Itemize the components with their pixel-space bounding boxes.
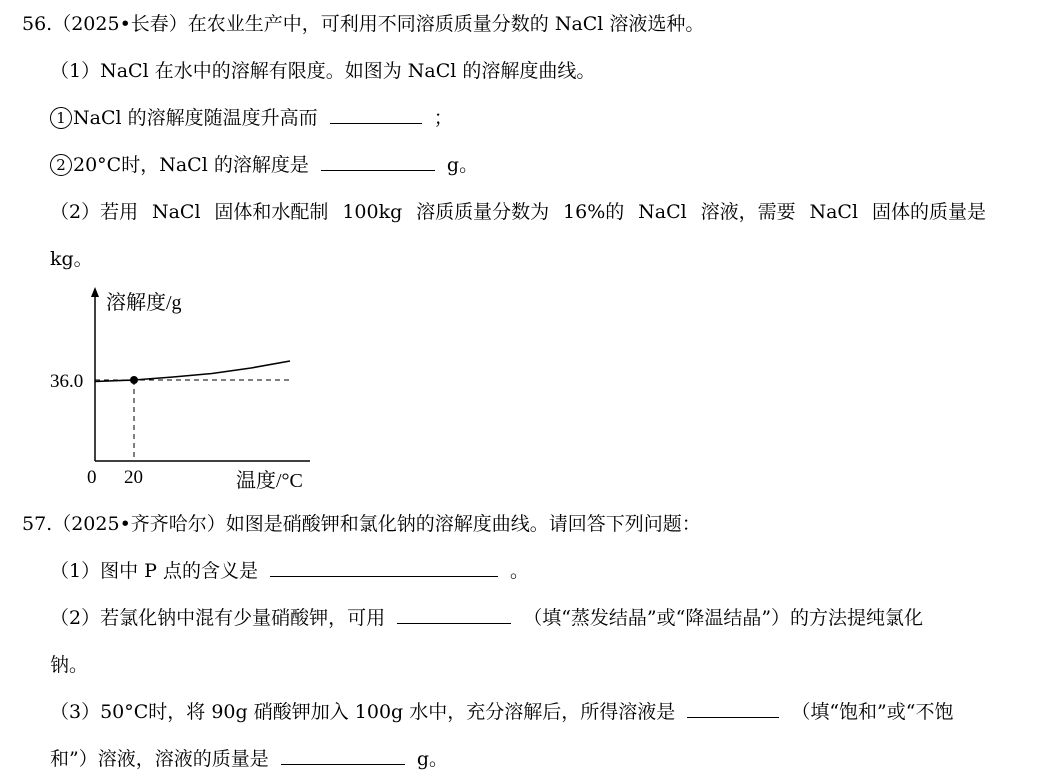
answer-blank-5[interactable] [687, 699, 779, 718]
y-axis-label: 溶解度/g [106, 292, 182, 314]
q57-p3-text-b: （填“饱和”或“不饱 [791, 701, 954, 723]
solubility-chart [40, 283, 330, 493]
q57-p1-end: 。 [510, 560, 530, 582]
q57-p1-text: （1）图中 P 点的含义是 [50, 560, 258, 582]
q56-p2-w5: 16%的 [563, 201, 625, 223]
origin-label: 0 [87, 467, 97, 488]
x-axis-label: 温度/°C [236, 470, 303, 492]
q56-p2-w6: NaCl [638, 201, 687, 223]
q56-part2 [50, 199, 986, 225]
answer-blank-4[interactable] [397, 605, 511, 624]
q57-part3 [50, 699, 953, 725]
q56-sub1-end: ； [433, 107, 453, 129]
q57-part2-cont: 钠。 [50, 654, 89, 676]
q57-part3-cont [50, 746, 448, 772]
q56-part1: （1）NaCl 在水中的溶解有限度。如图为 NaCl 的溶解度曲线。 [50, 60, 596, 82]
answer-blank-2[interactable] [321, 152, 435, 171]
x-tick-label: 20 [124, 467, 143, 488]
q57-part1 [50, 558, 529, 584]
circled-number-1: 1 [50, 107, 72, 129]
solubility-curve [95, 361, 290, 382]
y-axis-arrow [91, 287, 99, 297]
q56-p2-w1: NaCl [151, 201, 201, 223]
q56-part2-end: kg。 [50, 248, 93, 270]
q57-p2-text-b: （填“蒸发结晶”或“降温结晶”）的方法提纯氯化 [523, 607, 924, 629]
q56-sub2 [50, 152, 478, 178]
q56-p2-w4: 溶质质量分数为 [416, 201, 550, 223]
q56-sub1-text: NaCl 的溶解度随温度升高而 [73, 107, 318, 129]
answer-blank-3[interactable] [270, 558, 498, 577]
q56-p2-w2: 固体和水配制 [214, 201, 329, 223]
q57-title: 57.（2025•齐齐哈尔）如图是硝酸钾和氯化钠的溶解度曲线。请回答下列问题： [22, 513, 701, 535]
y-tick-label: 36.0 [50, 371, 84, 392]
q57-p2-text-a: （2）若氯化钠中混有少量硝酸钾，可用 [50, 607, 386, 629]
q56-title: 56.（2025•长春）在农业生产中，可利用不同溶质质量分数的 NaCl 溶液选种。 [22, 13, 705, 35]
answer-blank-6[interactable] [281, 746, 405, 765]
point-20c [130, 376, 138, 384]
q57-p3-text-d: g。 [416, 748, 448, 770]
q57-p3-text-a: （3）50°C时，将 90g 硝酸钾加入 100g 水中，充分溶解后，所得溶液是 [50, 701, 676, 723]
q56-p2-w0: （2）若用 [50, 201, 139, 223]
q56-p2-w7: 溶液，需要 [700, 201, 796, 223]
q56-sub1 [50, 105, 453, 131]
q56-p2-w8: NaCl [809, 201, 859, 223]
q56-p2-w3: 100kg [342, 201, 403, 223]
q57-part2 [50, 605, 923, 631]
circled-number-2: 2 [50, 154, 72, 176]
q57-p3-text-c: 和”）溶液，溶液的质量是 [50, 748, 269, 770]
q56-p2-w9: 固体的质量是 [871, 201, 986, 223]
q56-sub2-text: 20°C时，NaCl 的溶解度是 [73, 154, 309, 176]
q56-sub2-end: g。 [446, 154, 479, 176]
answer-blank-1[interactable] [330, 105, 422, 124]
